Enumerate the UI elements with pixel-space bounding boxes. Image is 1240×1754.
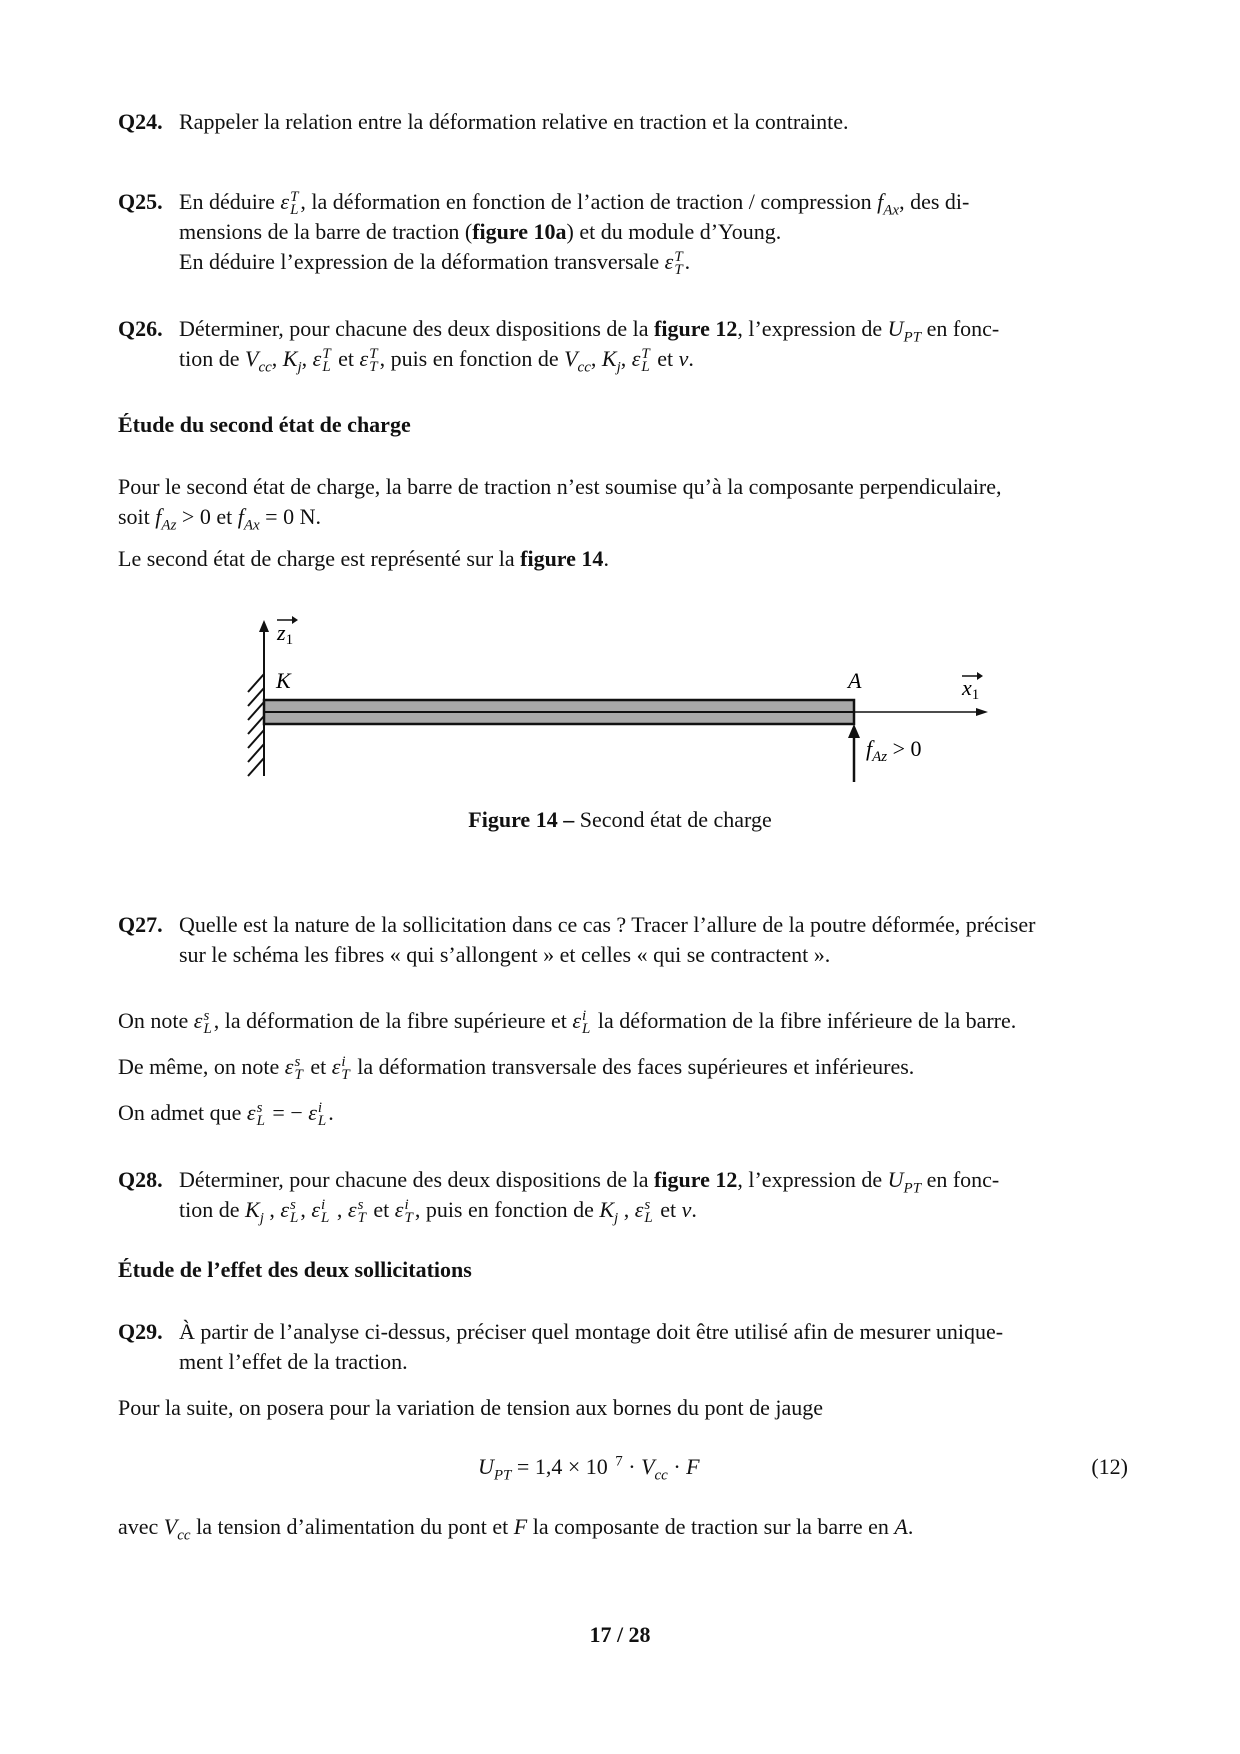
question-label: Q24. (118, 109, 163, 134)
x1-arrowhead (976, 708, 988, 716)
question-label: Q28. (118, 1167, 163, 1192)
equation-body: $U_{PT} = 1,4 \times 10$ $^7 \cdot V_{cc} \cdot F$ (478, 1453, 700, 1484)
question-text: À partir de l’analyse ci-dessus, préciser quel montage doit être utilisé afin de mesurer unique- ment l’effet de la traction. (179, 1319, 1004, 1374)
k-label: K (276, 668, 291, 693)
paragraph: On note ε s L , la déformation de la fibre supérieure et ε i L la déformation de la fibre inférieure de la barre. (118, 1007, 1017, 1037)
question-label: Q26. (118, 316, 163, 341)
x1-vector-tip (977, 672, 983, 680)
question-q28 (118, 1165, 1128, 1225)
z1-label: z1 (277, 620, 294, 648)
question-label: Q25. (118, 189, 163, 214)
question-q29 (118, 1317, 1128, 1377)
page-number: 17 / 28 (589, 1622, 651, 1647)
force-arrowhead (848, 724, 860, 738)
question-label: Q27. (118, 912, 163, 937)
question-text: En déduire ε T L , la déformation en fonction de l’action de traction / compression $f_{Ax}$, des di- mensions de la barre de traction (figure 10a) et du module d’Young. En déduire l’expression de la déformation transversale ε T T . (179, 188, 970, 278)
x1-label: x1 (962, 675, 980, 703)
question-text: Rappeler la relation entre la déformation relative en traction et la contrainte. (179, 109, 849, 134)
section-heading: Étude de l’effet des deux sollicitations (118, 1257, 472, 1282)
paragraph: avec $V_{cc}$ la tension d’alimentation du pont et F la composante de traction sur la barre en A. (118, 1514, 914, 1544)
question-label: Q29. (118, 1319, 163, 1344)
paragraph: Pour la suite, on posera pour la variation de tension aux bornes du pont de jauge (118, 1395, 824, 1420)
question-text: Déterminer, pour chacune des deux dispositions de la figure 12, l’expression de $U_{PT}$ en fonc- tion de $V_{cc}$, $K_j$, ε T L et ε T T , puis en fonction de $V_{cc}$, $K_j$, ε T L et ν. (179, 316, 1000, 376)
question-q25 (118, 187, 1128, 277)
a-label: A (848, 668, 862, 693)
wall-hatch (248, 670, 264, 776)
question-q26 (118, 314, 1128, 374)
paragraph: On admet que ε s L = − ε i L . (118, 1099, 334, 1129)
equation-number: (12) (1091, 1454, 1128, 1479)
question-q24 (118, 107, 1128, 137)
z1-vector-tip (292, 616, 298, 624)
paragraph: De même, on note ε s T et ε i T la déformation transversale des faces supérieures et inférieures. (118, 1053, 915, 1083)
figure-14-beam-diagram (0, 600, 1240, 800)
question-q27 (118, 910, 1128, 970)
force-label: $f_{Az} > 0$ (866, 736, 922, 765)
question-text: Quelle est la nature de la sollicitation dans ce cas ? Tracer l’allure de la poutre déformée, préciser sur le schéma les fibres « qui s’allongent » et celles « qui se contractent ». (179, 912, 1036, 967)
section-heading: Étude du second état de charge (118, 412, 411, 437)
figure-caption: Figure 14 – Second état de charge (468, 807, 772, 832)
question-text: Déterminer, pour chacune des deux dispositions de la figure 12, l’expression de $U_{PT}$ en fonc- tion de $K_j$ , ε s L , ε i L , ε s T et ε i T , puis en fonction de $K_j$ , ε s L et ν. (179, 1167, 1000, 1227)
paragraph: Pour le second état de charge, la barre de traction n’est soumise qu’à la composante perpendiculaire, soit $f_{Az} > 0$ et $f_{Ax} = 0$ N. (118, 474, 1002, 534)
z1-arrowhead (259, 620, 269, 632)
paragraph: Le second état de charge est représenté sur la figure 14. (118, 546, 609, 571)
